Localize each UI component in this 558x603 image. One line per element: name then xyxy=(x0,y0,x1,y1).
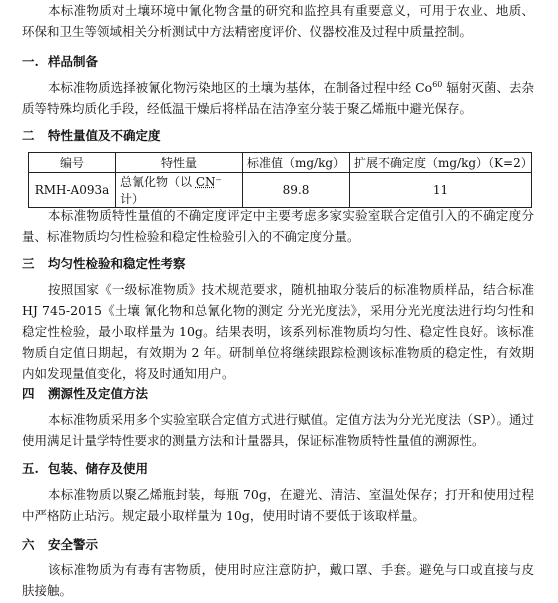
table-header-property: 特性量 xyxy=(116,153,243,173)
section-heading-2: 二 特性量值及不确定度 xyxy=(22,128,161,143)
uncertainty-paragraph: 本标准物质特性量值的不确定度评定中主要考虑多家实验室联合定值引入的不确定度分量、标准物质均匀性检验和稳定性检验引入的不确定度分量。 xyxy=(22,208,534,244)
safety-paragraph: 该标准物质为有毒有害物质，使用时应注意防护，戴口罩、手套。避免与口或直接与皮肤接触。 xyxy=(22,562,534,598)
table-header-row xyxy=(29,153,532,173)
section-heading-6: 六 安全警示 xyxy=(22,537,99,552)
cell-uncertainty: 11 xyxy=(350,173,532,208)
cobalt-isotope-superscript: 60 xyxy=(432,79,443,89)
cell-id: RMH-A093a xyxy=(29,173,116,208)
table-header-value: 标准值（mg/kg） xyxy=(243,153,350,173)
traceability-paragraph: 本标准物质采用多个实验室联合定值方式进行赋值。定值方法为分光光度法（SP）。通过使用满足计量学特性要求的测量方法和计量器具，保证标准物质特性量值的溯源性。 xyxy=(22,412,534,448)
cell-value: 89.8 xyxy=(243,173,350,208)
intro-paragraph: 本标准物质对土壤环境中氰化物含量的研究和监控具有重要意义，可用于农业、地质、环保和卫生等领域相关分析测试中方法精密度评价、仪器校准及过程中质量控制。 xyxy=(22,3,534,39)
section-heading-3: 三 均匀性检验和稳定性考察 xyxy=(22,256,186,271)
section-heading-1: 一. 样品制备 xyxy=(22,54,99,69)
section-heading-4: 四 溯源性及定值方法 xyxy=(22,386,149,401)
packaging-paragraph: 本标准物质以聚乙烯瓶封装，每瓶 70g，在避光、清洁、室温处保存；打开和使用过程中严格防止玷污。规定最小取样量为 10g，使用时请不要低于该取样量。 xyxy=(22,487,534,523)
cell-property: 总氰化物（以 CN⁻计） xyxy=(116,173,243,208)
section-heading-5: 五. 包装、储存及使用 xyxy=(22,461,149,476)
property-value-table xyxy=(28,152,532,208)
table-header-id: 编号 xyxy=(29,153,116,173)
table-header-uncertainty: 扩展不确定度（mg/kg）（K=2） xyxy=(350,153,532,173)
table-row xyxy=(29,173,532,208)
homogeneity-paragraph: 按照国家《一级标准物质》技术规范要求，随机抽取分装后的标准物质样品，结合标准 HJ 745-2015《土壤 氰化物和总氰化物的测定 分光光度法》，采用分光光度法进行均匀性和稳定性检验，最小取样量为 10g。结果表明，该系列标准物质均匀性、稳定性良好。该标准物质自定值日期起，有效期为 2 年。研制单位将继续跟踪检测该标准物质的稳定性，有效期内如发现量值变化，将及时通知用户。 xyxy=(22,282,534,381)
preparation-paragraph: 本标准物质选择被氰化物污染地区的土壤为基体，在制备过程中经 Co$^{60}$ 辐射灭菌、去杂质等特殊均质化手段，经低温干燥后将样品在洁净室分装于聚乙烯瓶中避光保存。 xyxy=(22,79,534,116)
